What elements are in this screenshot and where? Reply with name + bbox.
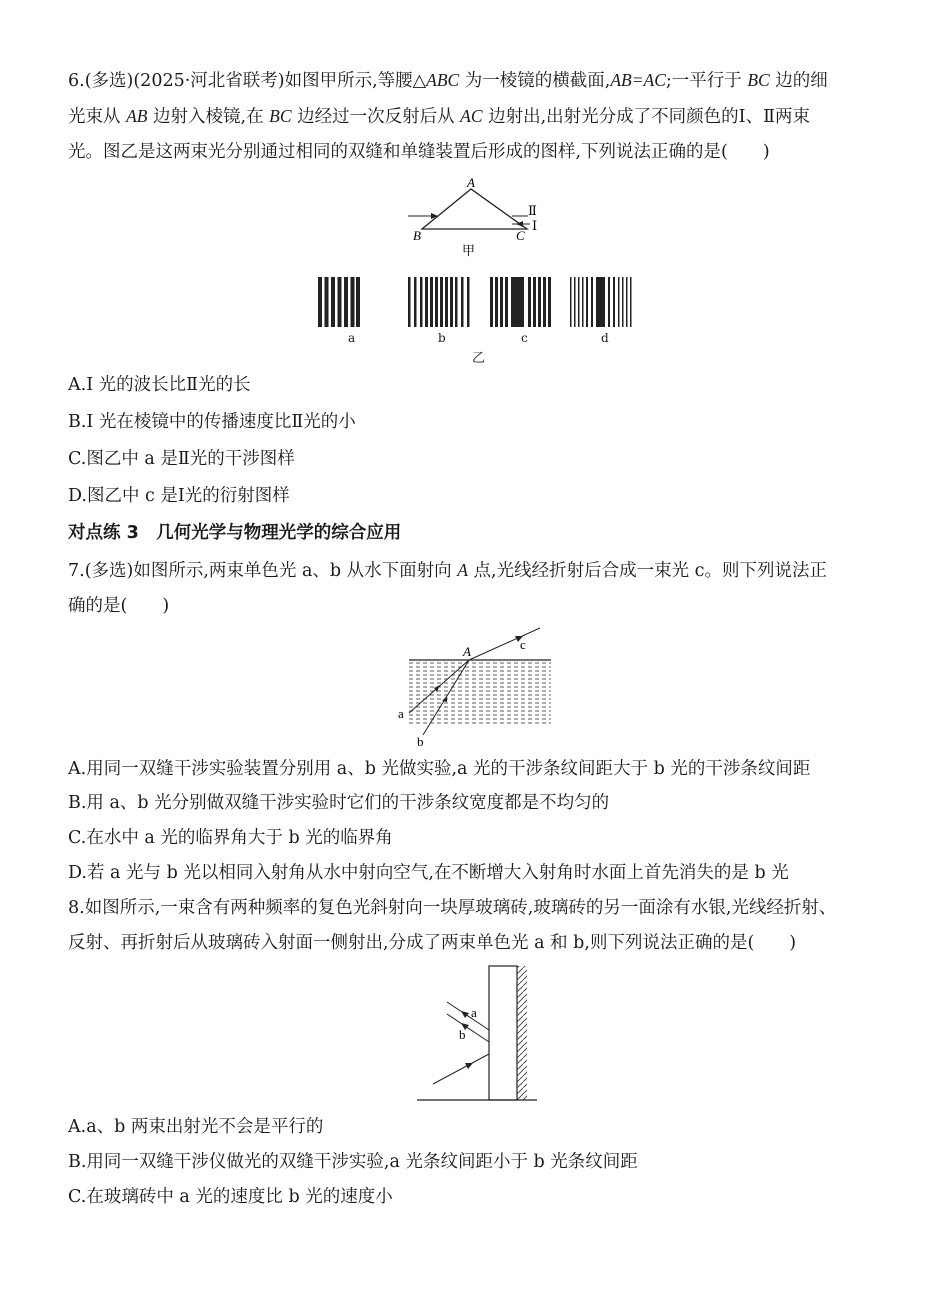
fringe-patterns-figure bbox=[318, 277, 638, 367]
label-b: b bbox=[459, 1027, 466, 1042]
q7-option-c: C.在水中 a 光的临界角大于 b 光的临界角 bbox=[68, 828, 393, 848]
q7-option-a: A.用同一双缝干涉实验装置分别用 a、b 光做实验,a 光的干涉条纹间距大于 b 光的干涉条纹间距 bbox=[68, 759, 811, 779]
q8-stem-line-2: 反射、再折射后从玻璃砖入射面一侧射出,分成了两束单色光 a 和 b,则下列说法正确的是( ) bbox=[68, 933, 797, 953]
label-a: a bbox=[398, 706, 404, 721]
fringe-pattern-c bbox=[490, 277, 552, 327]
q8-option-c: C.在玻璃砖中 a 光的速度比 b 光的速度小 bbox=[68, 1187, 393, 1207]
q6-stem-line-2: 光束从 AB 边射入棱镜,在 BC 边经过一次反射后从 AC 边射出,出射光分成了不同颜色的Ⅰ、Ⅱ两束 bbox=[68, 106, 810, 127]
q6-stem-line-3: 光。图乙是这两束光分别通过相同的双缝和单缝装置后形成的图样,下列说法正确的是( ) bbox=[68, 142, 770, 162]
fringe-pattern-b bbox=[408, 277, 472, 327]
label-II: Ⅱ bbox=[528, 203, 537, 218]
label-c: c bbox=[520, 637, 526, 652]
fringe-label-b: b bbox=[438, 331, 446, 345]
q6-option-b: B.Ⅰ 光在棱镜中的传播速度比Ⅱ光的小 bbox=[68, 412, 356, 432]
q8-option-a: A.a、b 两束出射光不会是平行的 bbox=[68, 1117, 324, 1137]
q7-option-b: B.用 a、b 光分别做双缝干涉实验时它们的干涉条纹宽度都是不均匀的 bbox=[68, 793, 610, 813]
fringe-pattern-d bbox=[570, 277, 634, 327]
q8-option-b: B.用同一双缝干涉仪做光的双缝干涉实验,a 光条纹间距小于 b 光条纹间距 bbox=[68, 1152, 638, 1172]
label-A: A bbox=[463, 644, 471, 659]
section-heading: 对点练 3 几何光学与物理光学的综合应用 bbox=[68, 523, 402, 543]
fringe-label-a: a bbox=[348, 331, 356, 345]
q6-stem-line-1: 6.(多选)(2025·河北省联考)如图甲所示,等腰△ABC 为一棱镜的横截面,AB=AC;一平行于 BC 边的细 bbox=[68, 70, 828, 91]
q7-stem-line-1: 7.(多选)如图所示,两束单色光 a、b 从水下面射向 A 点,光线经折射后合成一束光 c。则下列说法正 bbox=[68, 560, 827, 581]
label-B: B bbox=[413, 228, 421, 243]
label-I: Ⅰ bbox=[532, 218, 538, 233]
fringe-pattern-a bbox=[318, 277, 360, 327]
q7-stem-line-2: 确的是( ) bbox=[68, 596, 170, 616]
label-a: a bbox=[471, 1005, 477, 1020]
fringe-label-c: c bbox=[521, 331, 528, 345]
prism-figure bbox=[400, 172, 560, 262]
caption-yi: 乙 bbox=[472, 351, 486, 366]
q6-option-a: A.Ⅰ 光的波长比Ⅱ光的长 bbox=[68, 375, 251, 395]
q7-option-d: D.若 a 光与 b 光以相同入射角从水中射向空气,在不断增大入射角时水面上首先消失的是 b 光 bbox=[68, 863, 789, 883]
q8-stem-line-1: 8.如图所示,一束含有两种频率的复色光斜射向一块厚玻璃砖,玻璃砖的另一面涂有水银,光线经折射、 bbox=[68, 898, 837, 918]
label-C: C bbox=[516, 228, 525, 243]
q6-option-c: C.图乙中 a 是Ⅱ光的干涉图样 bbox=[68, 449, 295, 469]
label-b: b bbox=[417, 734, 424, 749]
glass-brick-figure bbox=[415, 962, 540, 1104]
q6-option-d: D.图乙中 c 是Ⅰ光的衍射图样 bbox=[68, 486, 290, 506]
fringe-label-d: d bbox=[601, 331, 609, 345]
water-refraction-figure bbox=[395, 625, 555, 750]
label-A: A bbox=[467, 175, 475, 190]
caption-jia: 甲 bbox=[462, 243, 476, 258]
